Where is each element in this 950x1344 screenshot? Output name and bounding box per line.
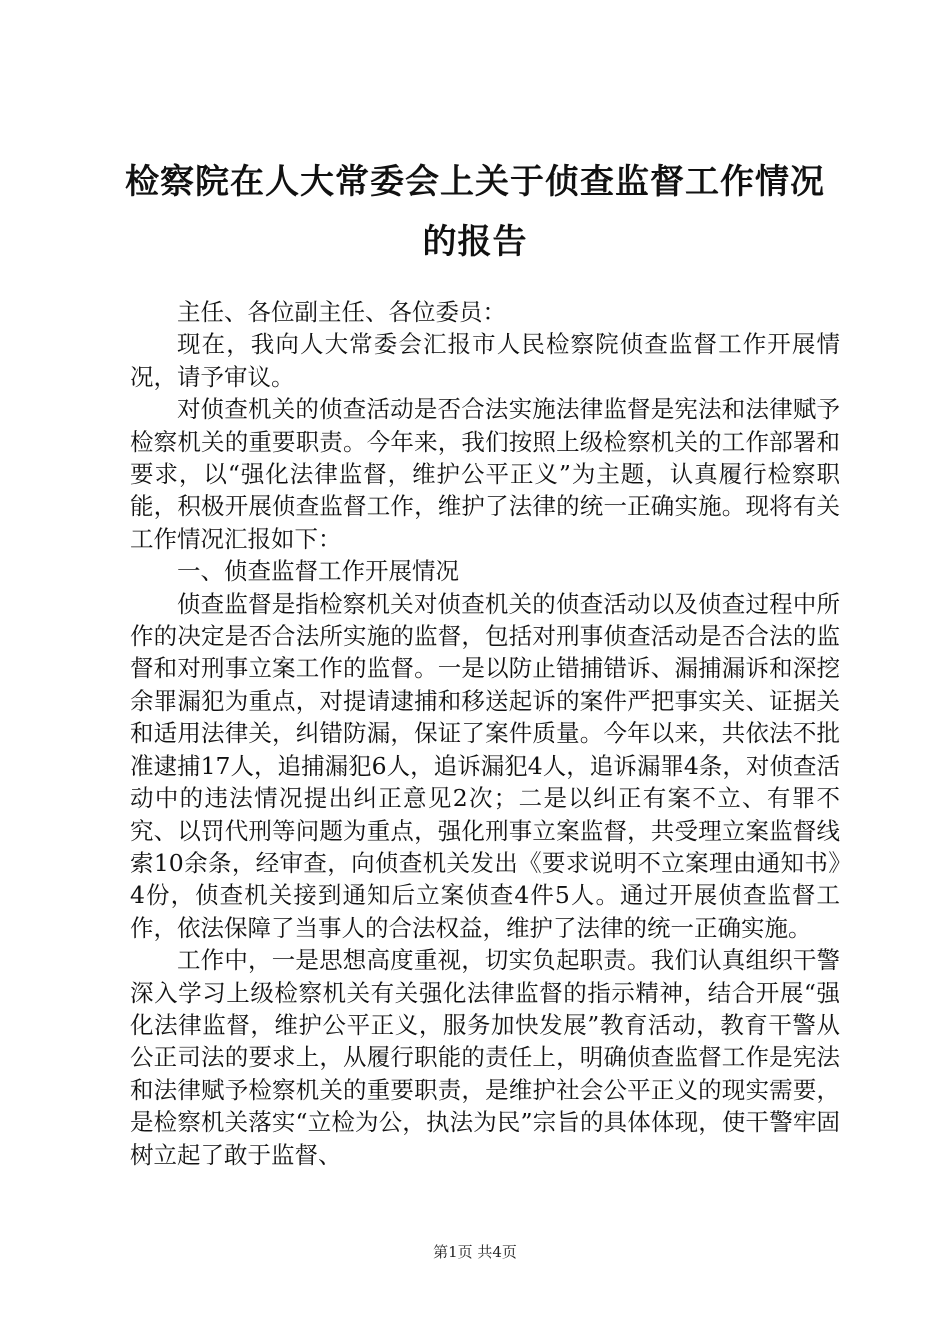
body-paragraph: 工作中，一是思想高度重视，切实负起职责。我们认真组织干警深入学习上级检察机关有关强化法律监督的指示精神，结合开展“强化法律监督，维护公平正义，服务加快发展”教育活动，教育干警从公正司法的要求上，从履行职能的责任上，明确侦查监督工作是宪法和法律赋予检察机关的重要职责，是维护社会公平正义的现实需要，是检察机关落实“立检为公，执法为民”宗旨的具体体现，使干警牢固树立起了敢于监督、 <box>130 946 840 1169</box>
page-number-footer: 第1页 共4页 <box>433 1243 517 1261</box>
section-heading: 一、侦查监督工作开展情况 <box>177 557 459 586</box>
body-paragraph: 侦查监督是指检察机关对侦查机关的侦查活动以及侦查过程中所作的决定是否合法所实施的监督，包括对刑事侦查活动是否合法的监督和对刑事立案工作的监督。一是以防止错捕错诉、漏捕漏诉和深挖余罪漏犯为重点，对提请逮捕和移送起诉的案件严把事实关、证据关和适用法律关，纠错防漏，保证了案件质量。今年以来，共依法不批准逮捕17人，追捕漏犯6人，追诉漏犯4人，追诉漏罪4条，对侦查活动中的违法情况提出纠正意见2次；二是以纠正有案不立、有罪不究、以罚代刑等问题为重点，强化刑事立案监督，共受理立案监督线索10余条，经审查，向侦查机关发出《要求说明不立案理由通知书》4份，侦查机关接到通知后立案侦查4件5人。通过开展侦查监督工作，依法保障了当事人的合法权益，维护了法律的统一正确实施。 <box>130 589 840 942</box>
document-title-line-2: 的报告 <box>422 222 528 262</box>
introduction-paragraph: 对侦查机关的侦查活动是否合法实施法律监督是宪法和法律赋予检察机关的重要职责。今年来，我们按照上级检察机关的工作部署和要求，以“强化法律监督，维护公平正义”为主题，认真履行检察职能，积极开展侦查监督工作，维护了法律的统一正确实施。现将有关工作情况汇报如下： <box>130 395 840 553</box>
salutation-paragraph: 主任、各位副主任、各位委员： <box>177 298 506 326</box>
opening-paragraph: 现在，我向人大常委会汇报市人民检察院侦查监督工作开展情况，请予审议。 <box>130 330 840 391</box>
document-body <box>130 296 840 1171</box>
document-title-line-1: 检察院在人大常委会上关于侦查监督工作情况 <box>125 162 825 202</box>
